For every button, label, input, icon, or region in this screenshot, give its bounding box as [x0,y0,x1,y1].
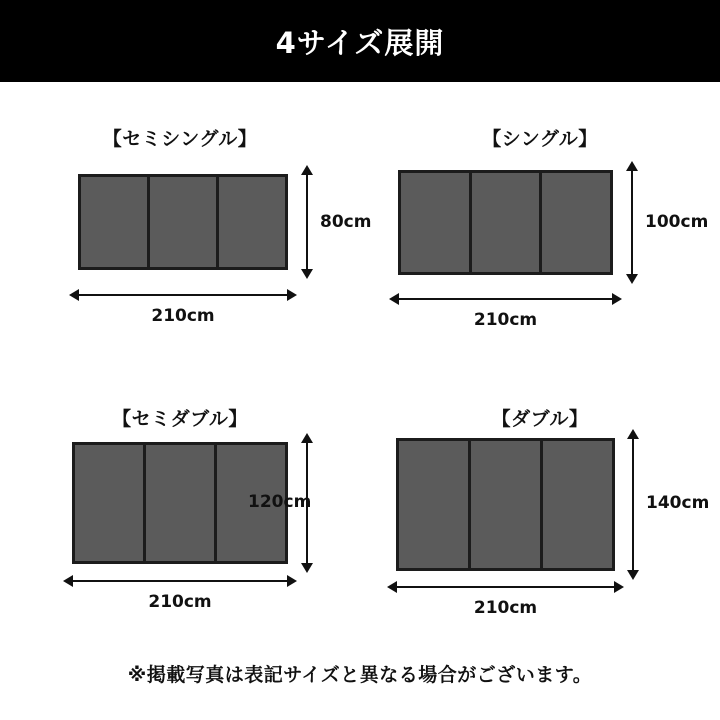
mattress-segment [399,441,471,568]
diagram-grid [0,82,720,642]
arrow-left-icon [387,581,397,593]
width-dimension-line [72,580,288,582]
mattress-segment [81,177,150,267]
width-label: 210cm [473,598,538,618]
mattress-segment [146,445,217,561]
page-title: 4サイズ展開 [275,25,445,60]
height-dimension-line [631,170,633,275]
height-dimension-line [306,174,308,270]
mattress-segment [471,441,543,568]
arrow-up-icon [301,433,313,443]
mattress-segment [543,441,612,568]
arrow-up-icon [627,429,639,439]
arrow-up-icon [301,165,313,175]
width-label: 210cm [148,592,212,612]
arrow-right-icon [287,289,297,301]
mattress-shape [398,170,613,275]
mattress-segment [472,173,543,272]
height-label: 80cm [320,212,372,232]
width-label: 210cm [151,306,215,326]
height-label: 120cm [248,492,312,512]
disclaimer-note: ※掲載写真は表記サイズと異なる場合がございます。 [127,664,593,686]
arrow-right-icon [614,581,624,593]
diagram-title: 【セミシングル】 [102,128,258,150]
height-label: 100cm [645,212,709,232]
arrow-right-icon [287,575,297,587]
arrow-down-icon [301,563,313,573]
arrow-down-icon [301,269,313,279]
mattress-segment [75,445,146,561]
width-dimension-line [398,298,613,300]
arrow-left-icon [389,293,399,305]
mattress-segment [219,177,285,267]
diagram-title: 【セミダブル】 [112,408,248,430]
arrow-left-icon [63,575,73,587]
diagram-title: 【ダブル】 [491,408,589,430]
arrow-down-icon [626,274,638,284]
diagram-semi-single [0,82,372,362]
header-banner [0,0,720,82]
width-dimension-line [78,294,288,296]
mattress-shape [78,174,288,270]
height-label: 140cm [646,493,710,513]
diagram-semi-double [0,362,360,642]
diagram-single [360,82,720,362]
height-dimension-line [632,438,634,571]
arrow-left-icon [69,289,79,301]
arrow-down-icon [627,570,639,580]
diagram-double [360,362,720,642]
mattress-segment [401,173,472,272]
mattress-segment [150,177,219,267]
width-dimension-line [396,586,615,588]
arrow-right-icon [612,293,622,305]
mattress-segment [542,173,610,272]
width-label: 210cm [473,310,538,330]
diagram-title: 【シングル】 [482,128,598,150]
arrow-up-icon [626,161,638,171]
mattress-shape [396,438,615,571]
